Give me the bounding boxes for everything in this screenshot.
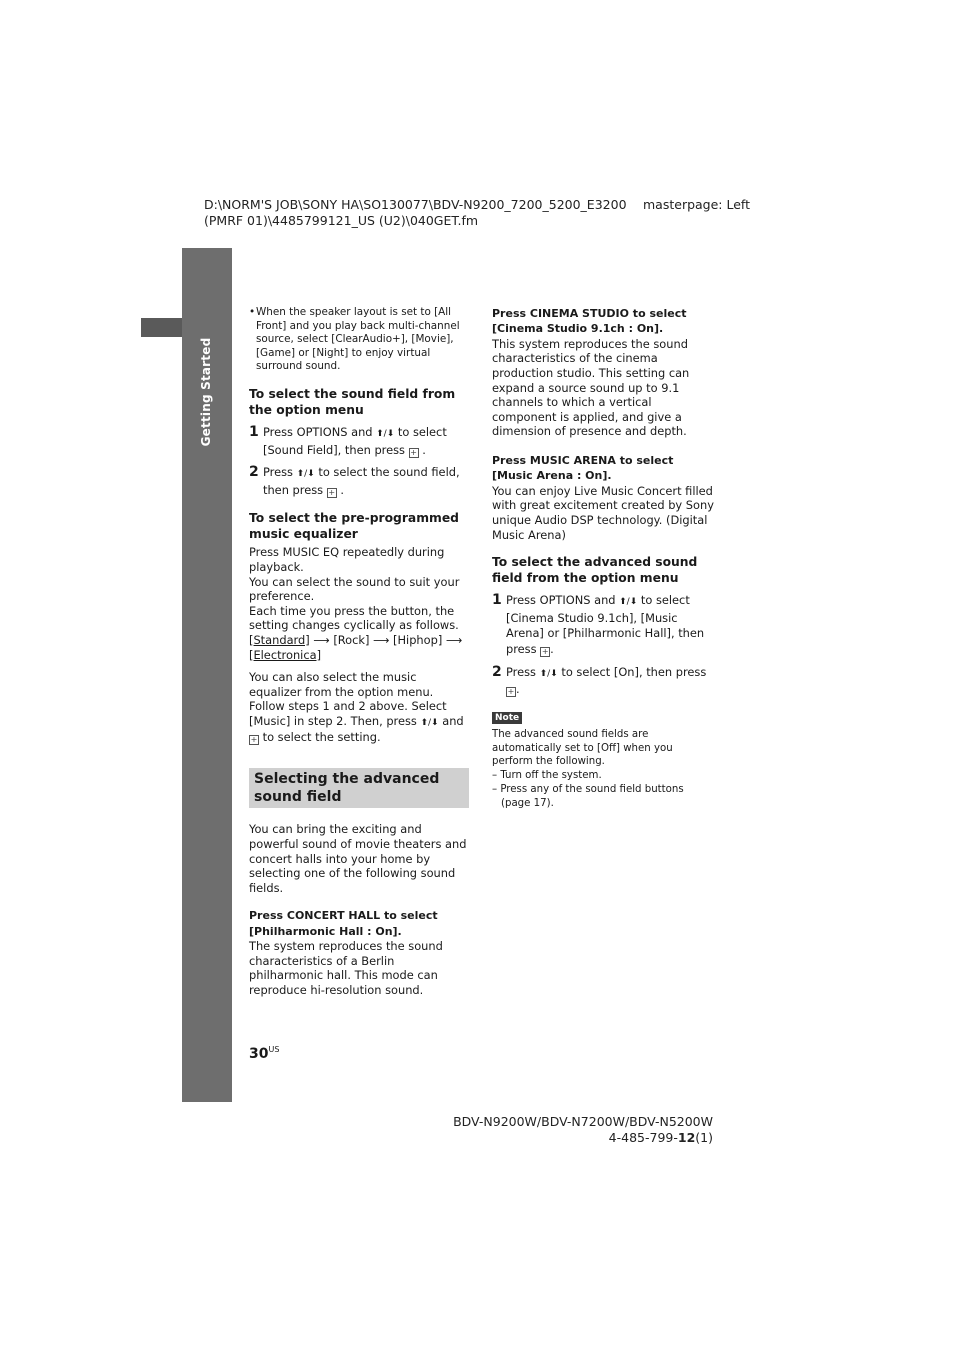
- step-number: 1: [249, 423, 259, 440]
- step-text: .: [550, 641, 554, 656]
- eq-option-standard: [Standard]: [249, 632, 310, 647]
- step-number: 2: [492, 663, 502, 680]
- eq-paragraph-4-text: and: [438, 713, 464, 728]
- step-number: 2: [249, 464, 259, 481]
- step-text: .: [422, 442, 426, 457]
- speaker-layout-bullet: [249, 306, 470, 374]
- up-down-arrow-icon: ⬆/⬇: [619, 597, 638, 608]
- step-text: to select [Cinema Studio 9.1ch], [Music Arena] or [Philharmonic Hall], then press: [506, 593, 705, 656]
- cinema-studio-title: Press CINEMA STUDIO to select [Cinema Studio 9.1ch : On].: [492, 307, 687, 336]
- music-arena-text: You can enjoy Live Music Concert filled with great excitement created by Sony unique Audio DSP technology. (Digital Music Arena): [492, 483, 714, 542]
- left-column: [249, 306, 470, 998]
- footer-models: BDV-N9200W/BDV-N7200W/BDV-N5200W: [453, 1114, 713, 1129]
- sidebar-tab-marker: [141, 318, 182, 337]
- eq-paragraph-3: Each time you press the button, the setting changes cyclically as follows.: [249, 603, 459, 633]
- note-block: [492, 709, 714, 811]
- eq-option-hiphop: [Hiphop]: [393, 632, 443, 647]
- music-arena-title: Press MUSIC ARENA to select [Music Arena : On].: [492, 453, 674, 483]
- bullet-dot: •: [249, 306, 256, 318]
- sidebar-section-label-text: Getting Started: [199, 337, 213, 447]
- masterpage-label: masterpage: Left: [643, 197, 751, 212]
- footer: [440, 1114, 713, 1146]
- section-title-advanced-option: To select the advanced sound field from the option menu: [492, 555, 698, 586]
- footer-code: [440, 1130, 713, 1146]
- enter-button-icon: +: [250, 735, 258, 745]
- step-2-advanced: [492, 665, 714, 698]
- advanced-intro: You can bring the exciting and powerful sound of movie theaters and concert halls into your home by selecting one of the following sound fields.: [249, 822, 467, 895]
- arrow-right-icon: ⟶: [313, 632, 330, 647]
- section-title-music-equalizer: To select the pre-programmed music equalizer: [249, 511, 459, 542]
- arrow-right-icon: ⟶: [373, 632, 390, 647]
- enter-button-icon: +: [328, 487, 336, 497]
- step-text: Press OPTIONS and: [506, 593, 620, 608]
- up-down-arrow-icon: ⬆/⬇: [420, 717, 439, 728]
- eq-paragraph-4: [249, 670, 470, 745]
- up-down-arrow-icon: ⬆/⬇: [376, 428, 395, 439]
- up-down-arrow-icon: ⬆/⬇: [539, 668, 558, 679]
- up-down-arrow-icon: ⬆/⬇: [296, 469, 315, 480]
- page-number: [249, 1041, 279, 1063]
- step-text: to select [On], then press: [557, 664, 707, 679]
- eq-option-rock: [Rock]: [333, 632, 370, 647]
- enter-button-icon: +: [541, 646, 549, 656]
- cinema-studio-text: This system reproduces the sound characteristics of the cinema production studio. This setting can expand a source sound up to 9.1 channels to which a vertical component is applied, and give a dimension of presence and depth.: [492, 336, 690, 439]
- section-banner-advanced-sound-field: Selecting the advanced sound field: [249, 768, 469, 808]
- step-text: to select [Sound Field], then press: [263, 424, 447, 457]
- footer-code-part: 4-485-799-: [608, 1130, 678, 1145]
- step-text: Press: [263, 465, 297, 480]
- concert-hall-title: Press CONCERT HALL to select [Philharmonic Hall : On].: [249, 909, 438, 938]
- step-text: to select the sound field, then press: [263, 465, 460, 497]
- enter-button-icon: +: [410, 447, 417, 457]
- file-path-header: [204, 197, 627, 229]
- step-text: .: [516, 682, 520, 697]
- arrow-right-icon: ⟶: [445, 632, 463, 647]
- eq-cycle-sequence: [249, 633, 470, 662]
- step-number: 1: [492, 592, 502, 609]
- step-text: Press: [506, 664, 540, 679]
- footer-code-part: (1): [695, 1130, 713, 1145]
- note-text: The advanced sound fields are automatically set to [Off] when you perform the following.: [492, 728, 673, 768]
- note-item-2: – Press any of the sound field buttons: [492, 783, 684, 795]
- note-badge: Note: [492, 712, 522, 724]
- eq-option-electronica: [Electronica]: [249, 647, 322, 662]
- concert-hall-text: The system reproduces the sound characteristics of a Berlin philharmonic hall. This mode can reproduce hi-resolution sound.: [249, 939, 443, 998]
- note-item-2-continued: (page 17).: [501, 797, 554, 809]
- step-1-sound-field: [249, 425, 470, 458]
- eq-paragraph-2: You can select the sound to suit your preference.: [249, 574, 460, 604]
- bullet-text: When the speaker layout is set to [All Front] and you play back multi-channel source, select [ClearAudio+], [Movie], [Game] or [Night] to enjoy virtual surround sound.: [256, 306, 460, 373]
- step-text: Press OPTIONS and: [263, 424, 377, 439]
- footer-code-bold: 12: [677, 1130, 696, 1145]
- eq-paragraph-1: Press MUSIC EQ repeatedly during playback.: [249, 545, 445, 574]
- step-1-advanced: [492, 593, 714, 657]
- enter-button-icon: +: [507, 687, 515, 697]
- file-path-line-2: (PMRF 01)\4485799121_US (U2)\040GET.fm: [204, 213, 479, 228]
- page-number-value: 30: [249, 1046, 269, 1062]
- eq-paragraph-4-text: You can also select the music equalizer from the option menu. Follow steps 1 and 2 above. Select [Music] in step 2. Then, press: [249, 670, 447, 728]
- section-title-sound-field-option: To select the sound field from the option menu: [249, 386, 456, 417]
- step-text: .: [340, 482, 344, 497]
- file-path-line-1: D:\NORM'S JOB\SONY HA\SO130077\BDV-N9200_7200_5200_E3200: [204, 197, 627, 212]
- page-number-suffix: US: [268, 1045, 280, 1054]
- eq-paragraph-4-text: to select the setting.: [259, 730, 381, 745]
- right-column: [492, 306, 714, 811]
- step-2-sound-field: [249, 465, 470, 498]
- note-item-1: – Turn off the system.: [492, 770, 602, 782]
